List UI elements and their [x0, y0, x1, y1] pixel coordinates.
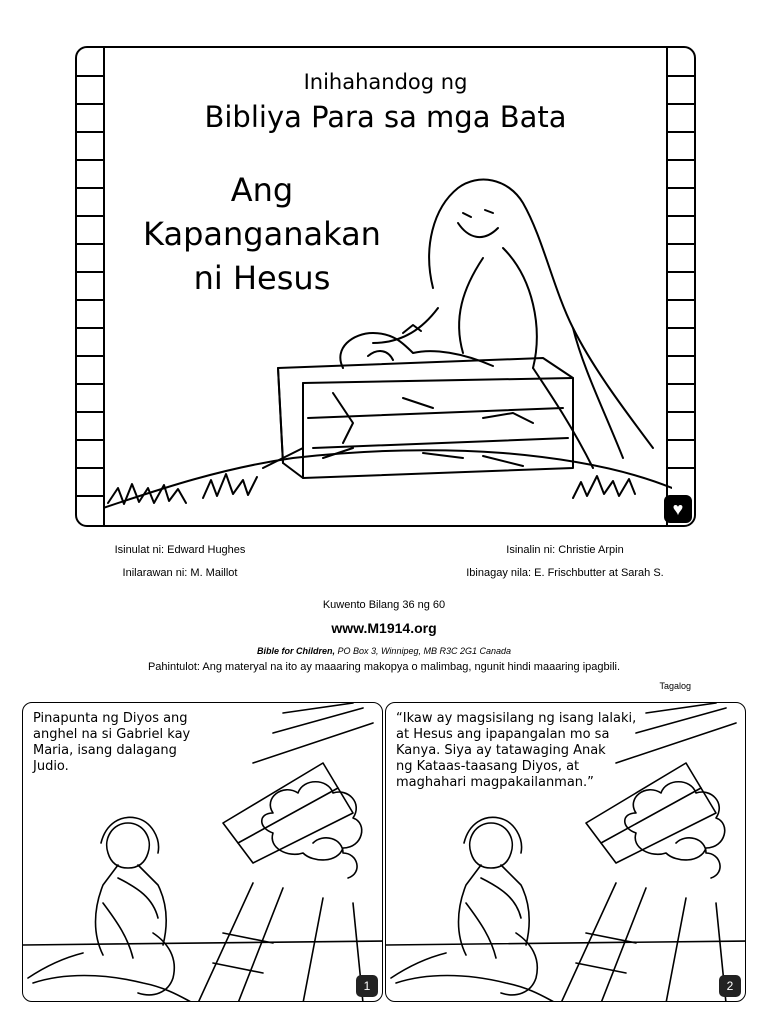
caption-line: at Hesus ang ipapangalan mo sa [396, 727, 610, 742]
caption-line: ng Kataas-taasang Diyos, at [396, 759, 580, 774]
caption-line: “Ikaw ay magsisilang ng isang lalaki, [396, 711, 637, 726]
caption-line: Judio. [33, 759, 69, 774]
story-title-line: ni Hesus [193, 259, 331, 297]
story-panel-2 [385, 702, 746, 1002]
page-number-badge: 2 [719, 975, 741, 997]
story-number: Kuwento Bilang 36 ng 60 [322, 599, 446, 611]
illustrator-credit: Inilarawan ni: M. Maillot [122, 567, 238, 579]
author-credit: Isinulat ni: Edward Hughes [114, 544, 246, 556]
address [0, 646, 768, 656]
presented-by: Inihahandog ng [303, 70, 468, 94]
heart-icon: ♥ [664, 495, 692, 523]
adaptation-credit: Ibinagay nila: E. Frischbutter at Sarah S. [466, 567, 664, 579]
address-org: Bible for Children, [256, 646, 335, 656]
series-title: Bibliya Para sa mga Bata [204, 100, 567, 134]
address-rest: PO Box 3, Winnipeg, MB R3C 2G1 Canada [337, 646, 512, 656]
story-title-line: Ang [230, 171, 294, 209]
translator-credit: Isinalin ni: Christie Arpin [506, 544, 624, 556]
language-label: Tagalog [659, 681, 691, 691]
cover-frame [75, 46, 696, 527]
panel-caption [396, 711, 641, 791]
caption-line: Kanya. Siya ay tatawaging Anak [396, 743, 606, 758]
panel-caption [33, 711, 233, 775]
website-link[interactable]: www.M1914.org [331, 620, 437, 636]
story-title-line: Kapanganakan [143, 215, 381, 253]
page-number-badge: 1 [356, 975, 378, 997]
caption-line: anghel na si Gabriel kay [33, 727, 191, 742]
film-strip-left [77, 48, 105, 525]
caption-line: maghahari magpakailanman.” [396, 775, 594, 790]
film-strip-left-art [77, 48, 103, 527]
caption-line: Maria, isang dalagang [33, 743, 177, 758]
story-panel-1 [22, 702, 383, 1002]
caption-line: Pinapunta ng Diyos ang [33, 711, 188, 726]
story-title [127, 168, 397, 300]
permission-notice: Pahintulot: Ang materyal na ito ay maaaring makopya o malimbag, ngunit hindi maaaring ipagbili. [147, 661, 621, 673]
